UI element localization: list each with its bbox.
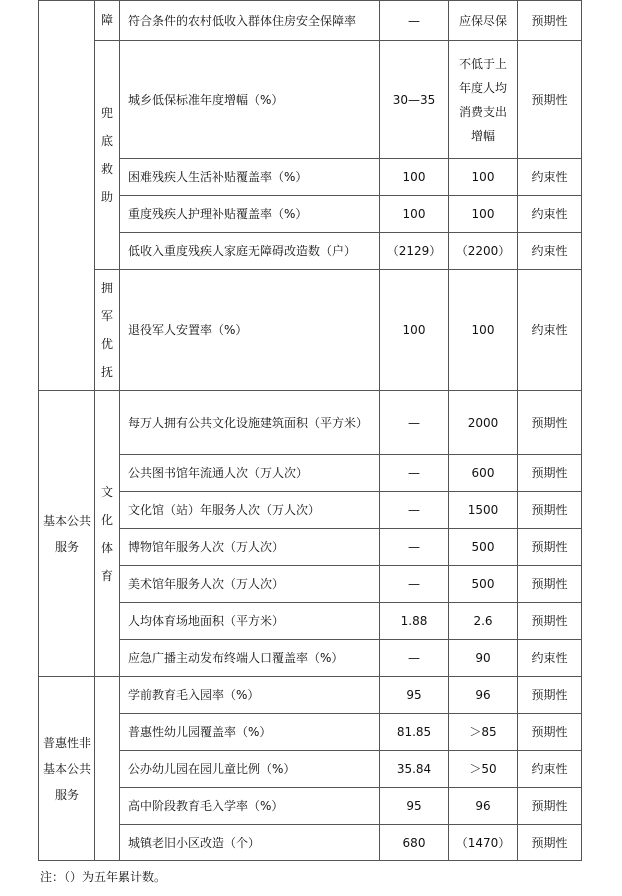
indicator-type-cell: 预期性 bbox=[518, 1, 582, 41]
indicator-type-cell: 预期性 bbox=[518, 391, 582, 455]
table-row bbox=[39, 159, 582, 196]
indicator-cell: 应急广播主动发布终端人口覆盖率（%） bbox=[120, 640, 380, 677]
indicator-table bbox=[38, 0, 582, 861]
subcategory-cell-education bbox=[95, 677, 120, 861]
indicator-type-cell: 预期性 bbox=[518, 529, 582, 566]
base-value-cell: 100 bbox=[380, 270, 449, 391]
target-value-cell: ＞85 bbox=[449, 714, 518, 751]
target-value-cell: 100 bbox=[449, 270, 518, 391]
subcategory-cell-baozhang bbox=[95, 1, 120, 41]
target-value-cell: 不低于上年度人均消费支出增幅 bbox=[449, 41, 518, 159]
base-value-cell: 35.84 bbox=[380, 751, 449, 788]
target-value-cell: 2000 bbox=[449, 391, 518, 455]
indicator-cell: 文化馆（站）年服务人次（万人次） bbox=[120, 492, 380, 529]
target-value-cell: 96 bbox=[449, 677, 518, 714]
indicator-cell: 退役军人安置率（%） bbox=[120, 270, 380, 391]
indicator-cell: 城镇老旧小区改造（个） bbox=[120, 825, 380, 861]
indicator-type-cell: 约束性 bbox=[518, 159, 582, 196]
target-value-cell: 500 bbox=[449, 566, 518, 603]
base-value-cell: 95 bbox=[380, 677, 449, 714]
subcategory-cell-yongjun bbox=[95, 270, 120, 391]
indicator-cell: 博物馆年服务人次（万人次） bbox=[120, 529, 380, 566]
indicator-type-cell: 预期性 bbox=[518, 492, 582, 529]
base-value-cell: — bbox=[380, 455, 449, 492]
subcategory-label: 文化体育 bbox=[100, 484, 113, 583]
target-value-cell: ＞50 bbox=[449, 751, 518, 788]
indicator-type-cell: 约束性 bbox=[518, 233, 582, 270]
target-value-cell: 90 bbox=[449, 640, 518, 677]
table-row bbox=[39, 41, 582, 159]
table-row bbox=[39, 825, 582, 861]
indicator-type-cell: 约束性 bbox=[518, 640, 582, 677]
table-row bbox=[39, 529, 582, 566]
table-row bbox=[39, 1, 582, 41]
subcategory-label: 拥军优抚 bbox=[100, 281, 113, 379]
indicator-cell: 城乡低保标准年度增幅（%） bbox=[120, 41, 380, 159]
indicator-type-cell: 预期性 bbox=[518, 825, 582, 861]
base-value-cell: — bbox=[380, 529, 449, 566]
indicator-cell: 每万人拥有公共文化设施建筑面积（平方米） bbox=[120, 391, 380, 455]
indicator-type-cell: 预期性 bbox=[518, 603, 582, 640]
target-value-cell: 应保尽保 bbox=[449, 1, 518, 41]
subcategory-label: 障 bbox=[100, 13, 113, 27]
base-value-cell: 100 bbox=[380, 159, 449, 196]
indicator-type-cell: 预期性 bbox=[518, 788, 582, 825]
indicator-type-cell: 预期性 bbox=[518, 566, 582, 603]
target-value-cell: 600 bbox=[449, 455, 518, 492]
indicator-type-cell: 约束性 bbox=[518, 196, 582, 233]
table-row bbox=[39, 751, 582, 788]
base-value-cell: 30—35 bbox=[380, 41, 449, 159]
indicator-type-cell: 预期性 bbox=[518, 714, 582, 751]
base-value-cell: — bbox=[380, 640, 449, 677]
base-value-cell: 100 bbox=[380, 196, 449, 233]
table-row bbox=[39, 788, 582, 825]
target-value-cell: 100 bbox=[449, 196, 518, 233]
indicator-type-cell: 预期性 bbox=[518, 41, 582, 159]
table-row bbox=[39, 677, 582, 714]
base-value-cell: （2129） bbox=[380, 233, 449, 270]
target-value-cell: 96 bbox=[449, 788, 518, 825]
indicator-cell: 公共图书馆年流通人次（万人次） bbox=[120, 455, 380, 492]
table-row bbox=[39, 196, 582, 233]
indicator-cell: 困难残疾人生活补贴覆盖率（%） bbox=[120, 159, 380, 196]
indicator-cell: 重度残疾人护理补贴覆盖率（%） bbox=[120, 196, 380, 233]
table-row bbox=[39, 640, 582, 677]
base-value-cell: — bbox=[380, 391, 449, 455]
indicator-type-cell: 约束性 bbox=[518, 270, 582, 391]
indicator-cell: 学前教育毛入园率（%） bbox=[120, 677, 380, 714]
target-value-cell: 1500 bbox=[449, 492, 518, 529]
table-row bbox=[39, 492, 582, 529]
subcategory-cell-wenhua bbox=[95, 391, 120, 677]
base-value-cell: 1.88 bbox=[380, 603, 449, 640]
base-value-cell: 81.85 bbox=[380, 714, 449, 751]
target-value-cell: 100 bbox=[449, 159, 518, 196]
base-value-cell: 95 bbox=[380, 788, 449, 825]
category-cell-top bbox=[39, 1, 95, 391]
base-value-cell: — bbox=[380, 1, 449, 41]
table-row bbox=[39, 603, 582, 640]
table-footnote: 注：（）为五年累计数。 bbox=[40, 870, 167, 884]
table-row bbox=[39, 566, 582, 603]
target-value-cell: （2200） bbox=[449, 233, 518, 270]
table-row bbox=[39, 270, 582, 391]
indicator-cell: 符合条件的农村低收入群体住房安全保障率 bbox=[120, 1, 380, 41]
target-value-cell: （1470） bbox=[449, 825, 518, 861]
category-label: 普惠性非基本公共服务 bbox=[43, 735, 92, 802]
base-value-cell: 680 bbox=[380, 825, 449, 861]
base-value-cell: — bbox=[380, 566, 449, 603]
indicator-cell: 高中阶段教育毛入学率（%） bbox=[120, 788, 380, 825]
indicator-cell: 公办幼儿园在园儿童比例（%） bbox=[120, 751, 380, 788]
table-row bbox=[39, 714, 582, 751]
indicator-type-cell: 约束性 bbox=[518, 751, 582, 788]
category-cell-inclusive-non-basic bbox=[39, 677, 95, 861]
indicator-cell: 人均体育场地面积（平方米） bbox=[120, 603, 380, 640]
indicator-cell: 美术馆年服务人次（万人次） bbox=[120, 566, 380, 603]
table-row bbox=[39, 391, 582, 455]
indicator-cell: 低收入重度残疾人家庭无障碍改造数（户） bbox=[120, 233, 380, 270]
subcategory-label: 兜底救助 bbox=[100, 106, 113, 204]
subcategory-cell-doudi bbox=[95, 41, 120, 270]
indicator-type-cell: 预期性 bbox=[518, 455, 582, 492]
target-value-cell: 500 bbox=[449, 529, 518, 566]
table-row bbox=[39, 233, 582, 270]
base-value-cell: — bbox=[380, 492, 449, 529]
category-label: 基本公共服务 bbox=[43, 513, 92, 554]
indicator-type-cell: 预期性 bbox=[518, 677, 582, 714]
category-cell-basic-public-services bbox=[39, 391, 95, 677]
table-row bbox=[39, 455, 582, 492]
target-value-cell: 2.6 bbox=[449, 603, 518, 640]
indicator-cell: 普惠性幼儿园覆盖率（%） bbox=[120, 714, 380, 751]
